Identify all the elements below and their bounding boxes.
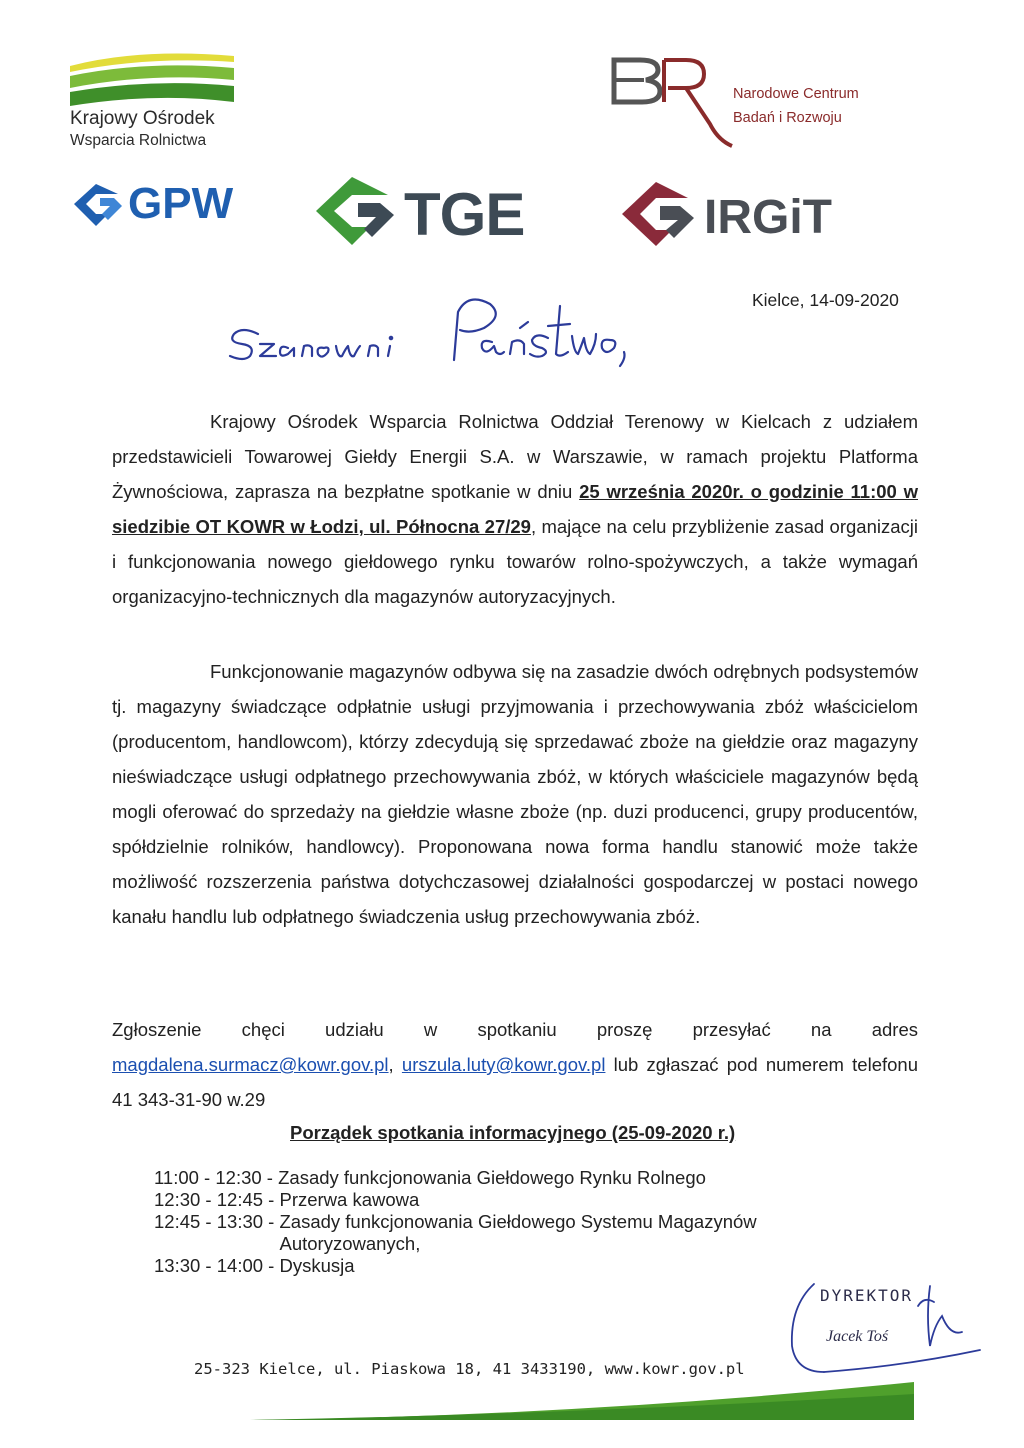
kowr-logo bbox=[68, 50, 308, 160]
email-separator: , bbox=[388, 1054, 402, 1075]
kowr-name-line2: Wsparcia Rolnictwa bbox=[70, 132, 207, 149]
agenda-item bbox=[154, 1255, 874, 1277]
gpw-wordmark: GPW bbox=[128, 179, 234, 228]
agenda-time: 12:45 - 13:30 - bbox=[154, 1211, 280, 1232]
ncbr-name-line2: Badań i Rozwoju bbox=[733, 110, 842, 126]
agenda-item bbox=[154, 1167, 874, 1189]
kowr-name-line1: Krajowy Ośrodek bbox=[70, 108, 215, 129]
agenda-item bbox=[154, 1189, 874, 1211]
gpw-emblem-icon bbox=[68, 180, 128, 230]
handwritten-greeting bbox=[222, 282, 642, 377]
agenda-time: 12:30 - 12:45 - bbox=[154, 1189, 280, 1210]
paragraph-warehouses: Funkcjonowanie magazynów odbywa się na zasadzie dwóch odrębnych podsystemów tj. magazyny świadczące odpłatnie usługi przyjmowania i przechowywania zbóż właścicielom (producentom, handlowcom), którzy zdecydują się sprzedawać zboże na giełdzie oraz magazyny nieświadczące usługi odpłatnego przechowywania zbóż, w których właściciele magazynów będą mogli oferować do sprzedaży na giełdzie własne zboże (np. duzi producenci, grupy producentów, spółdzielnie rolników, handlowcy). Proponowana nowa forma handlu stanowić może także możliwość rozszerzenia państwa dotychczasowej działalności gospodarczej w postaci nowego kanału handlu lub odpłatnego świadczenia usług przechowywania zbóż. bbox=[112, 661, 918, 927]
irgit-logo bbox=[618, 178, 848, 250]
tge-wordmark: TGE bbox=[404, 181, 525, 248]
tge-emblem-icon bbox=[312, 175, 404, 247]
gpw-logo bbox=[68, 180, 258, 230]
agenda-title: Porządek spotkania informacyjnego (25-09-2020 r.) bbox=[290, 1122, 736, 1143]
director-title: DYREKTOR bbox=[820, 1286, 914, 1305]
tge-logo bbox=[312, 175, 542, 247]
paragraph-registration bbox=[112, 1012, 918, 1117]
director-name: Jacek Toś bbox=[826, 1328, 889, 1345]
agenda-list bbox=[154, 1167, 874, 1277]
agenda-topic: Przerwa kawowa bbox=[279, 1189, 420, 1210]
kowr-emblem-icon bbox=[68, 50, 238, 106]
agenda-time: 13:30 - 14:00 - bbox=[154, 1255, 280, 1276]
paragraph-registration-lead: Zgłoszenie chęci udziału w spotkaniu proszę przesyłać na adres bbox=[112, 1019, 918, 1040]
email-link-luty[interactable]: urszula.luty@kowr.gov.pl bbox=[401, 1054, 606, 1075]
footer-swoosh-icon bbox=[250, 1376, 916, 1422]
ncbr-name-line1: Narodowe Centrum bbox=[733, 86, 859, 102]
director-stamp bbox=[784, 1276, 984, 1386]
footer-address: 25-323 Kielce, ul. Piaskowa 18, 41 3433190, www.kowr.gov.pl bbox=[194, 1360, 745, 1378]
agenda-item bbox=[154, 1211, 874, 1255]
ncbr-logo bbox=[606, 54, 906, 154]
footer-green-bar bbox=[250, 1376, 916, 1427]
irgit-emblem-icon bbox=[618, 178, 704, 250]
meeting-date-location: 25 września 2020r. o godzinie 11:00 w siedzibie OT KOWR w Łodzi, ul. Północna 27/29 bbox=[112, 481, 919, 537]
letter-date: Kielce, 14-09-2020 bbox=[752, 290, 899, 310]
ncbr-emblem-icon bbox=[606, 54, 736, 154]
paragraph-invitation bbox=[112, 404, 918, 614]
agenda-topic: Dyskusja bbox=[279, 1255, 355, 1276]
handwritten-greeting-signature bbox=[222, 282, 642, 372]
agenda-time: 11:00 - 12:30 - bbox=[154, 1167, 279, 1188]
irgit-wordmark: IRGiT bbox=[704, 191, 832, 244]
paragraph-registration-tail: lub zgłaszać pod numerem telefonu 41 343-31-90 w.29 bbox=[112, 1054, 919, 1110]
paragraph-invitation-tail: , mające na celu przybliżenie zasad organizacji i funkcjonowania nowego giełdowego rynku towarów rolno-spożywczych, a także wymagań organizacyjno-technicznych dla magazynów autoryzacyjnych. bbox=[112, 516, 918, 607]
paragraph-invitation-lead: Krajowy Ośrodek Wsparcia Rolnictwa Oddział Terenowy w Kielcach z udziałem przedstawicieli Towarowej Giełdy Energii S.A. w Warszawie, w ramach projektu Platforma Żywnościowa, zaprasza na bezpłatne spotkanie w dniu bbox=[112, 411, 918, 502]
agenda-topic: Zasady funkcjonowania Giełdowego Systemu Magazynów Autoryzowanych, bbox=[279, 1211, 757, 1254]
email-link-surmacz[interactable]: magdalena.surmacz@kowr.gov.pl bbox=[112, 1054, 389, 1075]
agenda-topic: Zasady funkcjonowania Giełdowego Rynku Rolnego bbox=[278, 1167, 706, 1188]
